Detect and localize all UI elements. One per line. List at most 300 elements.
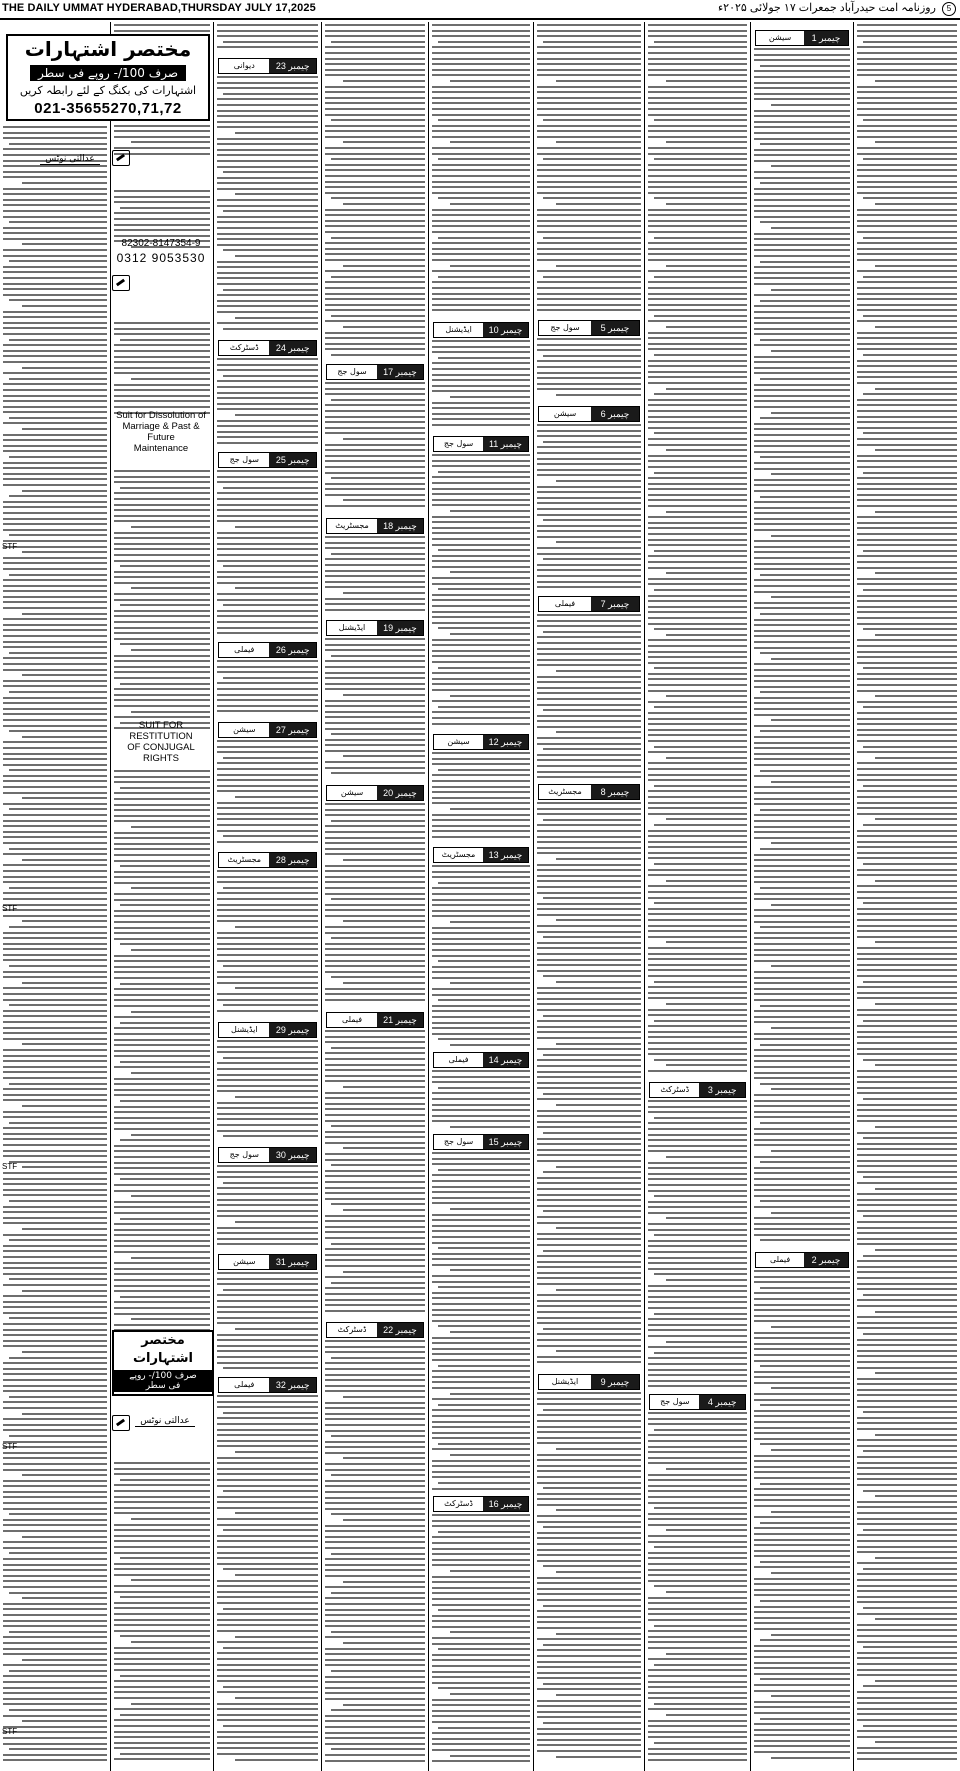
text-line xyxy=(648,1190,747,1192)
text-line xyxy=(754,1060,850,1062)
text-line xyxy=(325,1052,425,1054)
text-line xyxy=(857,438,957,440)
text-line xyxy=(432,516,530,518)
text-line xyxy=(325,1508,425,1510)
text-line xyxy=(3,775,107,777)
text-line xyxy=(217,1423,318,1425)
text-line xyxy=(760,339,850,341)
text-line xyxy=(537,175,641,177)
text-line xyxy=(217,420,318,422)
text-line xyxy=(537,30,641,32)
text-line xyxy=(537,1121,641,1123)
text-line xyxy=(863,472,957,474)
text-line xyxy=(114,910,210,912)
text-line xyxy=(648,1423,747,1425)
text-line xyxy=(120,339,210,341)
text-line xyxy=(217,870,318,872)
text-line xyxy=(537,1700,641,1702)
text-line xyxy=(217,1501,318,1503)
text-line xyxy=(9,848,107,850)
text-line xyxy=(9,495,107,497)
text-line xyxy=(217,1051,318,1053)
text-line xyxy=(325,169,425,171)
text-line xyxy=(556,265,641,267)
text-line xyxy=(217,615,318,617)
text-line xyxy=(754,305,850,307)
text-block xyxy=(432,1514,530,1766)
text-line xyxy=(648,1025,747,1027)
text-line xyxy=(863,197,957,199)
text-line xyxy=(325,147,425,149)
text-line xyxy=(325,915,425,917)
text-line xyxy=(325,705,425,707)
text-line xyxy=(432,192,530,194)
text-line xyxy=(217,543,318,545)
text-line xyxy=(648,410,747,412)
text-line xyxy=(432,1615,530,1617)
text-line xyxy=(131,1011,210,1013)
text-line xyxy=(648,796,747,798)
text-line xyxy=(648,1374,747,1376)
text-line xyxy=(217,1719,318,1721)
text-line xyxy=(22,1536,107,1538)
text-line xyxy=(648,1451,747,1453)
text-line xyxy=(325,909,425,911)
text-line xyxy=(325,1502,425,1504)
text-line xyxy=(754,999,850,1001)
text-line xyxy=(325,1586,425,1588)
text-line xyxy=(537,1244,641,1246)
text-line xyxy=(432,1297,530,1299)
text-line xyxy=(857,1171,957,1173)
text-line xyxy=(857,114,957,116)
text-line xyxy=(537,136,641,138)
text-line xyxy=(648,1178,747,1180)
text-line xyxy=(754,523,850,525)
chamber-number: چیمبر 6 xyxy=(591,407,639,421)
text-line xyxy=(857,1327,957,1329)
text-line xyxy=(857,1540,957,1542)
text-line xyxy=(114,776,210,778)
text-line xyxy=(857,220,957,222)
text-line xyxy=(438,549,530,551)
text-line xyxy=(3,1368,107,1370)
text-line xyxy=(432,899,530,901)
text-line xyxy=(217,1165,318,1167)
text-line xyxy=(114,1273,210,1275)
text-line xyxy=(537,469,641,471)
text-line xyxy=(857,1148,957,1150)
text-line xyxy=(537,35,641,37)
text-line xyxy=(648,802,747,804)
text-line xyxy=(754,317,850,319)
text-line xyxy=(754,1488,850,1490)
text-line xyxy=(450,1331,530,1333)
text-line xyxy=(857,740,957,742)
text-line xyxy=(3,1211,107,1213)
text-line xyxy=(857,869,957,871)
chamber-number: چیمبر 32 xyxy=(269,1378,316,1392)
text-line xyxy=(537,248,641,250)
text-line xyxy=(325,644,425,646)
text-line xyxy=(114,716,210,718)
text-line xyxy=(760,1122,850,1124)
text-line xyxy=(537,1065,641,1067)
text-line xyxy=(648,1557,747,1559)
text-line xyxy=(3,372,107,374)
text-line xyxy=(3,540,107,542)
text-line xyxy=(771,412,850,414)
text-line xyxy=(9,691,107,693)
text-line xyxy=(432,504,530,506)
text-line xyxy=(217,1113,318,1115)
text-line xyxy=(235,796,318,798)
text-line xyxy=(863,237,957,239)
text-line xyxy=(3,1457,107,1459)
text-line xyxy=(537,1037,641,1039)
text-line xyxy=(432,102,530,104)
text-line xyxy=(3,1608,107,1610)
text-line xyxy=(3,1178,107,1180)
text-line xyxy=(857,270,957,272)
text-line xyxy=(857,24,957,26)
text-line xyxy=(537,1238,641,1240)
text-line xyxy=(114,1546,210,1548)
text-line xyxy=(217,397,318,399)
text-line xyxy=(432,1743,530,1745)
text-line xyxy=(9,1317,107,1319)
text-line xyxy=(754,1555,850,1557)
text-line xyxy=(325,410,425,412)
text-line xyxy=(875,1064,957,1066)
text-line xyxy=(325,1108,425,1110)
text-line xyxy=(432,309,530,311)
promo-title: مختصر اشتہارات xyxy=(24,37,192,61)
text-line xyxy=(3,1088,107,1090)
text-line xyxy=(754,714,850,716)
text-line xyxy=(432,915,530,917)
text-line xyxy=(438,1648,530,1650)
text-line xyxy=(22,982,107,984)
text-line xyxy=(537,869,641,871)
text-line xyxy=(114,1758,210,1760)
text-line xyxy=(114,677,210,679)
text-line xyxy=(875,449,957,451)
text-line xyxy=(537,1482,641,1484)
text-line xyxy=(857,690,957,692)
text-line xyxy=(217,1596,318,1598)
text-line xyxy=(537,1437,641,1439)
chamber-category: مجسٹریٹ xyxy=(548,787,582,796)
text-line xyxy=(875,695,957,697)
text-line xyxy=(9,1357,107,1359)
text-line xyxy=(217,1624,318,1626)
text-line xyxy=(325,803,425,805)
text-line xyxy=(537,808,641,810)
text-line xyxy=(648,460,747,462)
text-line xyxy=(235,255,318,257)
text-line xyxy=(114,671,210,673)
chamber-category: سول جج xyxy=(229,455,259,464)
text-line xyxy=(343,326,425,328)
text-line xyxy=(3,641,107,643)
text-line xyxy=(754,1740,850,1742)
chamber-header xyxy=(538,406,640,422)
text-line xyxy=(325,1030,425,1032)
chamber-number: چیمبر 30 xyxy=(269,1148,316,1162)
text-block xyxy=(217,1395,318,1764)
text-line xyxy=(217,1641,318,1643)
text-line xyxy=(754,70,850,72)
text-line xyxy=(857,606,957,608)
text-line xyxy=(3,1715,107,1717)
text-line xyxy=(3,1569,107,1571)
text-line xyxy=(432,622,530,624)
text-line xyxy=(325,1287,425,1289)
text-line xyxy=(432,493,530,495)
chamber-number: چیمبر 31 xyxy=(269,1255,316,1269)
text-line xyxy=(754,1662,850,1664)
text-line xyxy=(114,632,210,634)
text-line xyxy=(223,1568,318,1570)
text-line xyxy=(223,1367,318,1369)
text-line xyxy=(432,1637,530,1639)
text-line xyxy=(857,337,957,339)
text-line xyxy=(114,1050,210,1052)
text-line xyxy=(857,1076,957,1078)
text-line xyxy=(754,244,850,246)
text-line xyxy=(432,488,530,490)
text-line xyxy=(648,544,747,546)
chamber-number: چیمبر 28 xyxy=(269,853,316,867)
text-line xyxy=(654,550,747,552)
text-line xyxy=(3,383,107,385)
text-line xyxy=(131,1257,210,1259)
text-line xyxy=(3,255,107,257)
text-line xyxy=(857,1546,957,1548)
text-line xyxy=(754,540,850,542)
text-line xyxy=(9,1161,107,1163)
text-line xyxy=(9,1670,107,1672)
text-line xyxy=(114,1574,210,1576)
text-line xyxy=(863,589,957,591)
text-line xyxy=(556,1227,641,1229)
text-line xyxy=(3,473,107,475)
text-line xyxy=(325,97,425,99)
text-line xyxy=(217,1243,318,1245)
text-line xyxy=(114,548,210,550)
chamber-number: چیمبر 2 xyxy=(804,1253,848,1267)
text-line xyxy=(114,1568,210,1570)
text-line xyxy=(857,583,957,585)
text-line xyxy=(331,1435,425,1437)
text-line xyxy=(325,1413,425,1415)
text-line xyxy=(114,688,210,690)
text-line xyxy=(217,1068,318,1070)
text-line xyxy=(648,779,747,781)
text-line xyxy=(450,1755,530,1757)
text-line xyxy=(863,1098,957,1100)
text-line xyxy=(3,1066,107,1068)
text-line xyxy=(556,1166,641,1168)
text-line xyxy=(331,477,425,479)
text-line xyxy=(114,1697,210,1699)
text-line xyxy=(754,529,850,531)
text-line xyxy=(114,224,210,226)
text-line xyxy=(857,214,957,216)
text-line xyxy=(754,1206,850,1208)
text-line xyxy=(648,86,747,88)
text-line xyxy=(648,925,747,927)
text-line xyxy=(114,994,210,996)
text-line xyxy=(771,165,850,167)
text-line xyxy=(3,1334,107,1336)
chamber-header xyxy=(326,518,424,534)
text-line xyxy=(114,1512,210,1514)
text-line xyxy=(3,1245,107,1247)
text-line xyxy=(432,91,530,93)
text-line xyxy=(754,1371,850,1373)
text-line xyxy=(325,1351,425,1353)
text-line xyxy=(666,1064,747,1066)
text-line xyxy=(654,41,747,43)
text-line xyxy=(648,1106,747,1108)
text-line xyxy=(654,1195,747,1197)
text-line xyxy=(3,546,107,548)
text-line xyxy=(863,628,957,630)
text-line xyxy=(648,1496,747,1498)
text-line xyxy=(438,769,530,771)
text-line xyxy=(760,1365,850,1367)
text-line xyxy=(537,52,641,54)
text-line xyxy=(648,986,747,988)
text-line xyxy=(3,1575,107,1577)
text-line xyxy=(754,249,850,251)
text-line xyxy=(537,1599,641,1601)
text-line xyxy=(114,1223,210,1225)
text-line xyxy=(9,652,107,654)
text-line xyxy=(754,1539,850,1541)
text-line xyxy=(325,683,425,685)
text-line xyxy=(754,982,850,984)
text-line xyxy=(537,1160,641,1162)
text-line xyxy=(432,1076,530,1078)
text-line xyxy=(438,41,530,43)
text-line xyxy=(875,203,957,205)
text-line xyxy=(648,740,747,742)
text-line xyxy=(217,1199,318,1201)
text-line xyxy=(22,1228,107,1230)
text-line xyxy=(537,446,641,448)
text-line xyxy=(217,1040,318,1042)
text-line xyxy=(760,613,850,615)
text-line xyxy=(3,814,107,816)
chamber-category: مجسٹریٹ xyxy=(335,521,369,530)
text-line xyxy=(857,287,957,289)
chamber-number: چیمبر 11 xyxy=(483,437,528,451)
text-line xyxy=(325,1299,425,1301)
text-line xyxy=(223,289,318,291)
text-line xyxy=(648,169,747,171)
text-line xyxy=(432,465,530,467)
text-line xyxy=(3,1301,107,1303)
text-line xyxy=(450,265,530,267)
text-line xyxy=(537,360,641,362)
text-line xyxy=(114,1094,210,1096)
text-block xyxy=(754,1270,850,1762)
chamber-category: سول جج xyxy=(337,367,367,376)
text-line xyxy=(857,74,957,76)
text-line xyxy=(432,1225,530,1227)
text-line xyxy=(760,652,850,654)
text-line xyxy=(537,864,641,866)
text-line xyxy=(754,1438,850,1440)
text-line xyxy=(432,1180,530,1182)
text-line xyxy=(863,158,957,160)
text-line xyxy=(754,451,850,453)
text-line xyxy=(217,1294,318,1296)
text-line xyxy=(3,316,107,318)
text-line xyxy=(754,1712,850,1714)
text-line xyxy=(217,1283,318,1285)
text-line xyxy=(325,865,425,867)
text-line xyxy=(537,1672,641,1674)
text-line xyxy=(9,1122,107,1124)
text-line xyxy=(325,1664,425,1666)
text-line xyxy=(857,1719,957,1721)
text-line xyxy=(666,449,747,451)
text-line xyxy=(857,376,957,378)
text-line xyxy=(325,1142,425,1144)
text-line xyxy=(556,1350,641,1352)
text-line xyxy=(432,362,530,364)
text-line xyxy=(114,971,210,973)
text-line xyxy=(556,203,641,205)
text-line xyxy=(537,1059,641,1061)
text-line xyxy=(432,1070,530,1072)
text-line xyxy=(3,898,107,900)
text-line xyxy=(3,948,107,950)
text-line xyxy=(754,1589,850,1591)
text-line xyxy=(325,1620,425,1622)
text-line xyxy=(217,369,318,371)
text-line xyxy=(754,1499,850,1501)
text-line xyxy=(3,361,107,363)
text-block xyxy=(217,1272,318,1373)
text-line xyxy=(343,982,425,984)
text-line xyxy=(666,941,747,943)
text-line xyxy=(325,750,425,752)
text-line xyxy=(3,1524,107,1526)
text-line xyxy=(432,1643,530,1645)
text-line xyxy=(857,1160,957,1162)
text-line xyxy=(325,1114,425,1116)
text-line xyxy=(771,965,850,967)
text-line xyxy=(432,1559,530,1561)
text-line xyxy=(432,830,530,832)
text-line xyxy=(217,436,318,438)
text-line xyxy=(754,1566,850,1568)
notice-line: Marriage & Past & Future xyxy=(122,421,200,443)
text-line xyxy=(537,1426,641,1428)
text-line xyxy=(325,1058,425,1060)
text-line xyxy=(3,1206,107,1208)
text-line xyxy=(114,229,210,231)
text-line xyxy=(432,683,530,685)
text-line xyxy=(325,1424,425,1426)
text-line xyxy=(114,582,210,584)
text-line xyxy=(432,1370,530,1372)
